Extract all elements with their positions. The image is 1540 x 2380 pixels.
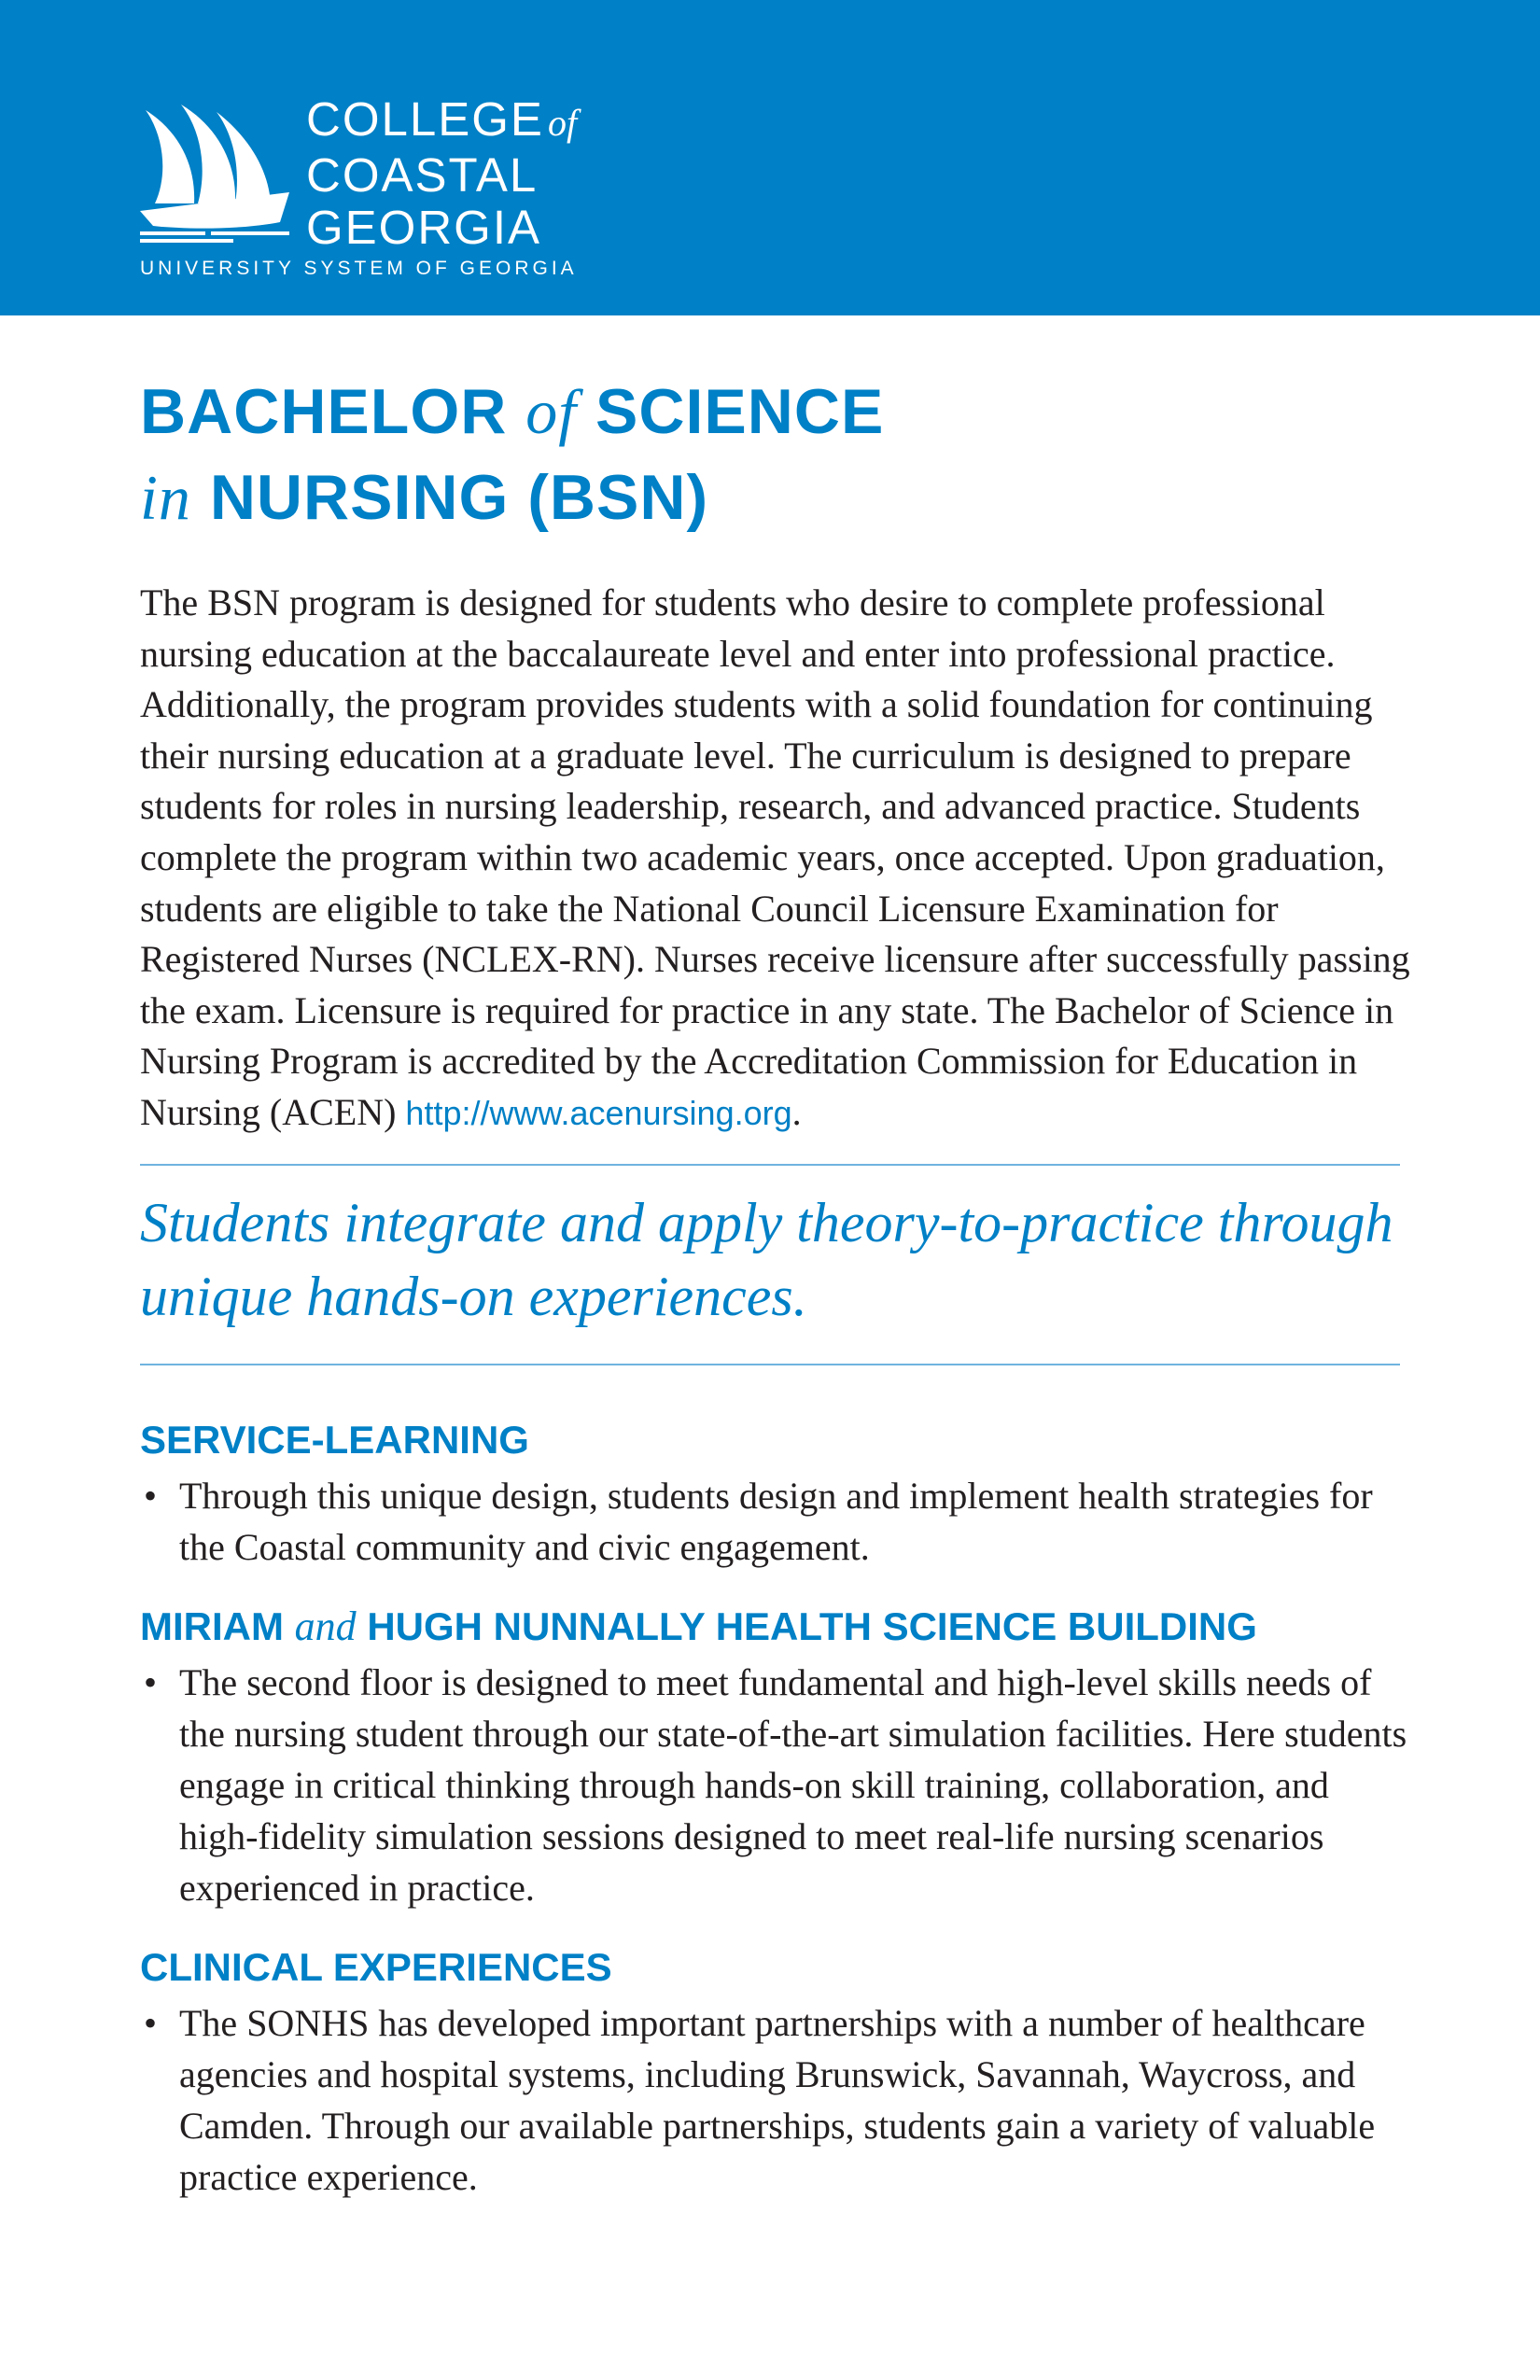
heading-miriam: MIRIAM	[140, 1603, 284, 1648]
sailing-ship-icon	[140, 99, 289, 246]
logo-of: of	[547, 102, 578, 144]
title-of: of	[525, 376, 578, 447]
logo-line-college: COLLEGE	[306, 92, 544, 146]
logo-line-georgia: GEORGIA	[306, 201, 542, 254]
logo-wordmark	[306, 93, 577, 254]
page-title	[140, 369, 1409, 540]
heading-and: and	[294, 1603, 357, 1649]
bullet-text: The SONHS has developed important partnerships with a number of healthcare agencies and hospital systems, including Brunswick, Savannah, Waycross, and Camden. Through our available partnerships, students gain a variety of valuable practice experience.	[179, 2001, 1376, 2198]
callout-quote: Students integrate and apply theory-to-practice through unique hands-on experiences.	[140, 1191, 1393, 1327]
acen-link[interactable]: http://www.acenursing.org	[405, 1093, 792, 1132]
bullet-dot: •	[144, 1474, 158, 1517]
title-part-science: SCIENCE	[595, 376, 885, 447]
bullet-text: The second floor is designed to meet fundamental and high-level skills needs of the nursing student through our state-of-the-art simulation facilities. Here students engage in critical thinking through hands-on skill training, collaboration, and high-fidelity simulation sessions designed to meet real-life nursing scenarios experienced in practice.	[179, 1660, 1407, 1909]
bullet-service-learning	[140, 1470, 1411, 1573]
section-heading-building	[140, 1601, 1409, 1653]
bullet-building	[140, 1657, 1411, 1913]
section-heading-service-learning: SERVICE-LEARNING	[140, 1417, 529, 1462]
bullet-dot: •	[144, 2001, 158, 2044]
heading-hugh-nunnally: HUGH NUNNALLY HEALTH SCIENCE BUILDING	[367, 1603, 1257, 1648]
divider-bottom	[140, 1364, 1400, 1365]
intro-paragraph	[140, 578, 1419, 1140]
intro-text: The BSN program is designed for students who desire to complete professional nursing education at the baccalaureate level and enter into professional practice. Additionally, the program provides students with a solid foundation for continuing their nursing education at a graduate level. The curriculum is designed to prepare students for roles in nursing leadership, research, and advanced practice. Students complete the program within two academic years, once accepted. Upon graduation, students are eligible to take the National Council Licensure Examination for Registered Nurses (NCLEX-RN). Nurses receive licensure after successfully passing the exam. Licensure is required for practice in any state. The Bachelor of Science in Nursing Program is accredited by the Accreditation Commission for Education in Nursing (ACEN)	[140, 581, 1410, 1133]
bullet-clinical	[140, 1997, 1411, 2203]
section-heading-clinical: CLINICAL EXPERIENCES	[140, 1944, 612, 1989]
title-part-nursing: NURSING (BSN)	[209, 462, 709, 533]
main-content	[140, 369, 1409, 2203]
intro-trailing: .	[791, 1090, 802, 1133]
logo-subtitle: UNIVERSITY SYSTEM OF GEORGIA	[140, 258, 578, 279]
bullet-dot: •	[144, 1660, 158, 1703]
bullet-text: Through this unique design, students design and implement health strategies for the Coastal community and civic engagement.	[179, 1474, 1373, 1568]
title-in: in	[140, 462, 191, 533]
divider-top	[140, 1164, 1400, 1166]
title-part-bachelor: BACHELOR	[140, 376, 508, 447]
logo-line-coastal: COASTAL	[306, 148, 539, 202]
header-banner	[0, 0, 1540, 315]
